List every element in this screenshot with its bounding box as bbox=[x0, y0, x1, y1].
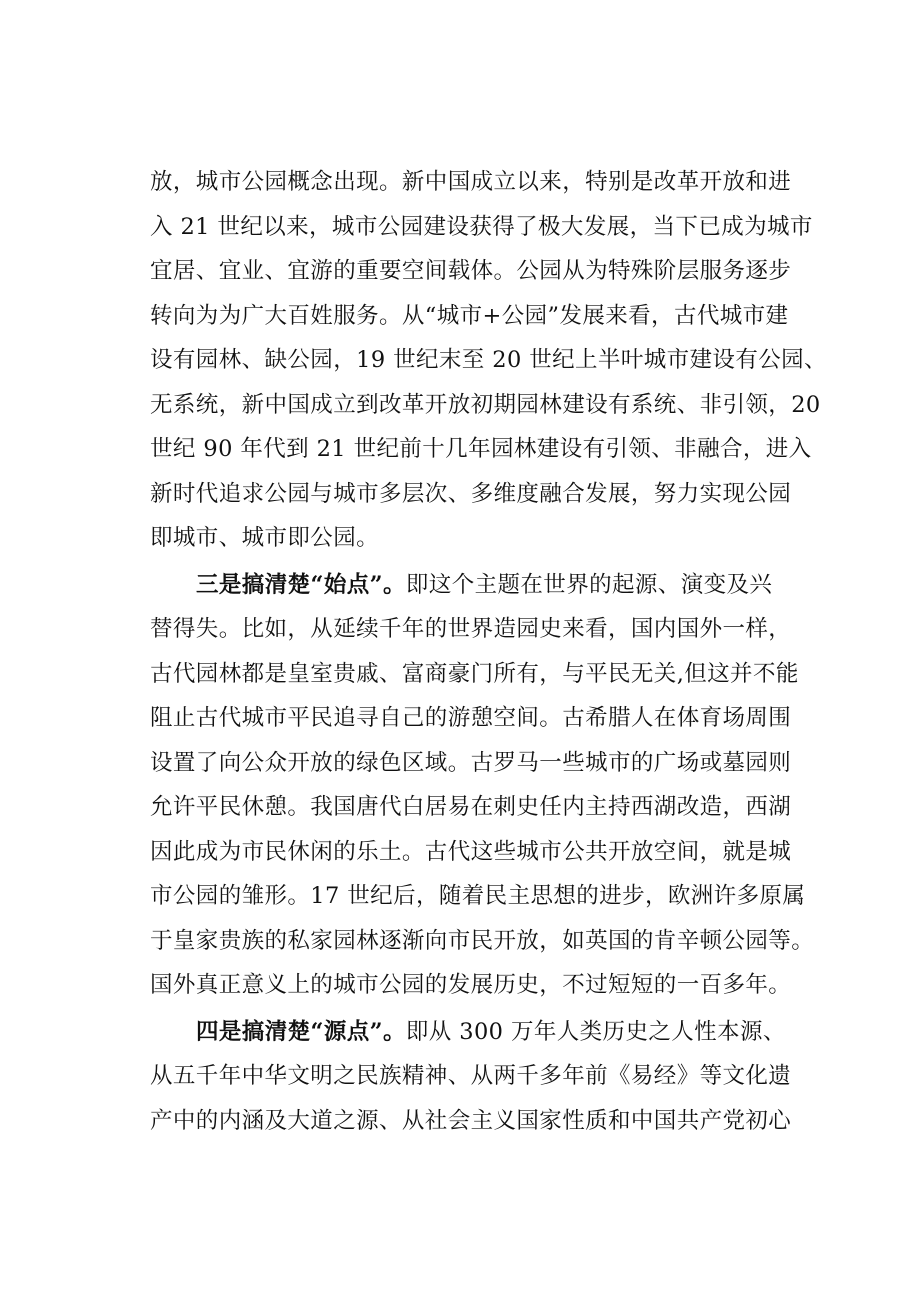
text-line: 转向为为广大百姓服务。从“城市+公园”发展来看，古代城市建 bbox=[150, 302, 789, 329]
paragraph-2-heading: 三是搞清楚“始点”。 bbox=[196, 571, 406, 598]
text-line: 无系统，新中国成立到改革开放初期园林建设有系统、非引领，20 bbox=[150, 391, 821, 418]
text-line: 入 21 世纪以来，城市公园建设获得了极大发展，当下已成为城市 bbox=[150, 213, 813, 240]
text-line: 因此成为市民休闲的乐土。古代这些城市公共开放空间，就是城 bbox=[150, 838, 792, 865]
text-line: 设置了向公众开放的绿色区域。古罗马一些城市的广场或墓园则 bbox=[150, 749, 792, 776]
text-line: 即城市、城市即公园。 bbox=[150, 525, 380, 551]
text-line: 市公园的雏形。17 世纪后，随着民主思想的进步，欧洲许多原属 bbox=[150, 883, 806, 909]
text-line: 允许平民休憩。我国唐代白居易在刺史任内主持西湖改造，西湖 bbox=[150, 794, 792, 820]
text-line: 从五千年中华文明之民族精神、从两千多年前《易经》等文化遗 bbox=[150, 1063, 792, 1089]
paragraph-2-first-line bbox=[150, 563, 810, 608]
body-text bbox=[150, 160, 827, 1143]
text-line: 设有园林、缺公园，19 世纪末至 20 世纪上半叶城市建设有公园、 bbox=[150, 347, 827, 373]
text-line: 替得失。比如，从延续千年的世界造园史来看，国内国外一样， bbox=[150, 616, 792, 642]
text-line: 产中的内涵及大道之源、从社会主义国家性质和中国共产党初心 bbox=[150, 1107, 792, 1134]
paragraph-2-lead: 即这个主题在世界的起源、演变及兴 bbox=[405, 571, 773, 598]
paragraph-3-heading: 四是搞清楚“源点”。 bbox=[196, 1018, 406, 1045]
paragraph-3 bbox=[150, 1010, 810, 1144]
text-line: 国外真正意义上的城市公园的发展历史，不过短短的一百多年。 bbox=[150, 972, 792, 998]
text-line: 放，城市公园概念出现。新中国成立以来，特别是改革开放和进 bbox=[150, 169, 792, 195]
paragraph-2 bbox=[150, 563, 815, 1008]
text-line: 于皇家贵族的私家园林逐渐向市民开放，如英国的肯辛顿公园等。 bbox=[150, 927, 815, 954]
paragraph-3-first-line bbox=[150, 1010, 810, 1055]
paragraph-1 bbox=[150, 160, 827, 561]
paragraph-3-lead: 即从 300 万年人类历史之人性本源、 bbox=[405, 1018, 786, 1045]
text-line: 新时代追求公园与城市多层次、多维度融合发展，努力实现公园 bbox=[150, 480, 792, 507]
text-line: 古代园林都是皇室贵戚、富商豪门所有，与平民无关,但这并不能 bbox=[150, 660, 799, 687]
text-line: 宜居、宜业、宜游的重要空间载体。公园从为特殊阶层服务逐步 bbox=[150, 258, 792, 284]
text-line: 阻止古代城市平民追寻自己的游憩空间。古希腊人在体育场周围 bbox=[150, 705, 792, 731]
text-line: 世纪 90 年代到 21 世纪前十几年园林建设有引领、非融合，进入 bbox=[150, 436, 812, 462]
